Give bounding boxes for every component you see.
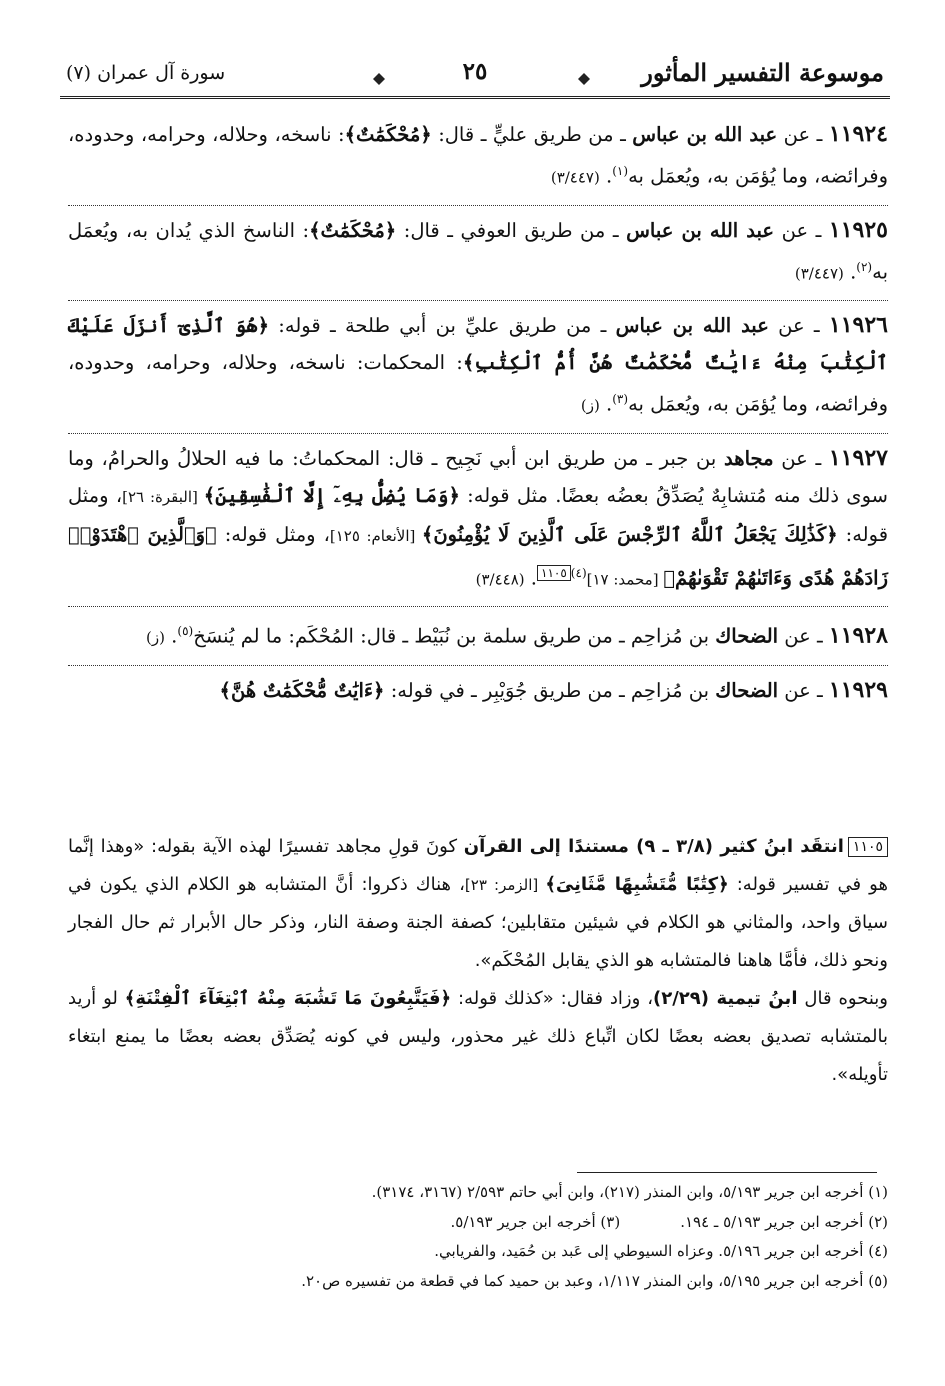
- narration-chain: بن مُزاحِم ـ من طريق جُوَيْبِر ـ في قوله:: [384, 678, 716, 702]
- surah-reference: [الزمر: ٢٣]: [464, 876, 546, 894]
- narration-text: : ناسخه، وحلاله، وحرامه، وحدوده، وفرائضه، وما يُؤمَن به، ويُعمَل به: [68, 123, 888, 188]
- narration-number: ١١٩٢٤: [828, 121, 888, 147]
- header-rule: [60, 96, 890, 99]
- narrator-name: مجاهد: [724, 446, 774, 470]
- book-title: موسوعة التفسير المأثور: [641, 58, 884, 87]
- surah-reference: [الأنعام: ١٢٥]: [329, 526, 422, 545]
- narration-number: ١١٩٢٦: [828, 312, 888, 338]
- quran-quote: ﴿مُحْكَمَٰتٌ﴾: [344, 123, 432, 146]
- quran-quote: ﴿وَمَا يُضِلُّ بِهِۦٓ إِلَّا ٱلْفَٰسِقِينَ﴾: [203, 483, 460, 507]
- quran-quote: ﴿فَيَتَّبِعُونَ مَا تَشَٰبَهَ مِنْهُ ٱبْتِغَآءَ ٱلْفِتْنَةِ﴾: [124, 988, 452, 1009]
- narration-number: ١١٩٢٨: [828, 622, 888, 649]
- volume-reference: (٣/٤٤٧): [794, 264, 844, 282]
- volume-reference: (ز): [580, 396, 600, 415]
- narration-entry: [68, 434, 888, 608]
- commentary-heading: انتقَد ابنُ كثير (٣/٨ ـ ٩) مستندًا إلى القرآن: [463, 836, 844, 857]
- quran-quote: ﴿وَٱلَّذِينَ ٱهْتَدَوْا۟ زَادَهُمْ هُدًى وَءَاتَىٰهُمْ تَقْوَىٰهُمْ﴾: [68, 522, 888, 589]
- ornament-icon: [578, 73, 590, 85]
- footnote-marker[interactable]: (٥): [177, 624, 194, 638]
- narrator-name: عبد الله بن عباس: [632, 123, 778, 146]
- commentary-text: كونَ قولِ مجاهد تفسيرًا لهذه الآية بقوله: «وهذا إنَّما هو في تفسير قوله:: [68, 836, 888, 895]
- narration-text: ـ عن: [778, 678, 829, 702]
- narration-chain: بن مُزاحِم ـ من طريق سلمة بن نُبَيْط ـ قال:: [353, 624, 716, 648]
- commentary-text: لو أريد بالمتشابه تصديق بعضه بعضًا لكان اتِّباع ذلك غير محذور، وليس في كونه يُصَدِّق بعضه بعضًا ما يمنع ابتغاء تأويله».: [68, 988, 888, 1085]
- narrator-name: الضحاك: [715, 624, 779, 648]
- narration-number: ١١٩٢٧: [828, 444, 888, 471]
- narration-chain: ـ من طريق عليٍّ ـ قال:: [431, 123, 633, 146]
- surah-reference: [البقرة: ٢٦]: [122, 487, 204, 506]
- punctuation: .: [524, 566, 538, 589]
- commentary-block: [68, 828, 888, 1094]
- narration-number: ١١٩٢٩: [828, 676, 888, 703]
- narrator-name: عبد الله بن عباس: [626, 218, 775, 242]
- punctuation: .: [843, 260, 857, 283]
- quran-quote: ﴿مُحْكَمَٰتٌ﴾: [309, 218, 397, 242]
- commentary-link-box[interactable]: ١١٠٥: [537, 565, 571, 581]
- surah-name: سورة آل عمران (٧): [66, 62, 226, 84]
- narration-entry: [68, 666, 888, 717]
- narration-chain: ـ من طريق العوفي ـ قال:: [396, 218, 627, 242]
- narrations: [68, 110, 888, 717]
- ornament-icon: [373, 73, 385, 85]
- quran-quote: ﴿كَذَٰلِكَ يَجْعَلُ ٱللَّهُ ٱلرِّجْسَ عَلَى ٱلَّذِينَ لَا يُؤْمِنُونَ﴾: [421, 522, 838, 546]
- surah-reference: [محمد: ١٧]: [586, 570, 664, 588]
- commentary-paragraph: [68, 980, 888, 1094]
- footnote: (٣) أخرجه ابن جرير ٥/١٩٣.: [450, 1212, 621, 1231]
- narration-text: ـ عن: [777, 123, 829, 146]
- punctuation: .: [599, 164, 613, 188]
- narration-number: ١١٩٢٥: [828, 216, 888, 243]
- narration-text: ، ومثل قوله:: [216, 522, 330, 546]
- narration-text: ـ عن: [778, 624, 829, 648]
- footnote: (٢) أخرجه ابن جرير ٥/١٩٣ ـ ١٩٤.: [680, 1212, 888, 1231]
- page-header: [60, 52, 890, 100]
- narration-text: ـ عن: [773, 446, 829, 470]
- footnote: (٥) أخرجه ابن جرير ٥/١٩٥، وابن المنذر ١/١١٧، وعبد بن حميد كما في قطعة من تفسيره ص٢٠.: [301, 1271, 888, 1290]
- narration-chain: بن جبر ـ من طريق ابن أبي نَجِيح ـ قال:: [380, 446, 725, 470]
- volume-reference: (٣/٤٤٨): [475, 570, 525, 588]
- footnote-marker[interactable]: (٤): [570, 565, 587, 580]
- narrator-name: الضحاك: [715, 678, 779, 702]
- punctuation: .: [164, 624, 178, 648]
- narration-entry: [68, 206, 888, 302]
- quran-quote: ﴿هُوَ ٱلَّذِىٓ أَنزَلَ عَلَيْكَ ٱلْكِتَٰبَ مِنْهُ ءَايَٰتٌ مُّحْكَمَٰتٌ هُنَّ أُمُّ ٱلْكِتَٰبِ﴾: [68, 314, 888, 374]
- footnote-marker[interactable]: (١): [612, 164, 629, 178]
- narration-text: : الناسخ الذي يُدان به، ويُعمَل به: [68, 218, 888, 283]
- commentary-text: ، هناك ذكروا: أنَّ المتشابه هو الكلام الذي يكون في سياق واحد، والمثاني هو الكلام في شيئين متقابلين؛ كصفة الجنة وصفة النار، وذكر حال الأبرار ثم حال الفجار ونحو ذلك، فأمَّا هاهنا فالمتشابه هو الذي يقابل المُحْكَم».: [68, 874, 888, 971]
- narration-chain: ـ من طريق عليِّ بن أبي طلحة ـ قوله:: [269, 314, 616, 337]
- narration-entry: [68, 607, 888, 666]
- narration-text: المحكماتُ: ما فيه الحلالُ والحرامُ، وما سوى ذلك منه مُتشابِهٌ يُصَدِّقُ بعضُه بعضًا. مثل قوله:: [68, 446, 888, 507]
- narration-text: ، ومثل قوله:: [68, 483, 889, 546]
- narration-entry: [68, 301, 888, 434]
- punctuation: .: [599, 392, 613, 416]
- footnote: (١) أخرجه ابن جرير ٥/١٩٣، وابن المنذر (٢١٧)، وابن أبي حاتم ٢/٥٩٣ (٣١٦٧، ٣١٧٤).: [371, 1183, 888, 1201]
- commentary-text: وبنحوه قال: [797, 988, 888, 1009]
- footnote: (٤) أخرجه ابن جرير ٥/١٩٦. وعزاه السيوطي إلى عَبد بن حُمَيد، والفريابي.: [434, 1242, 888, 1260]
- footnotes: [68, 1178, 888, 1296]
- narration-text: المُحْكَم: ما لم يُنسَخ: [193, 624, 354, 648]
- footnote-divider: [577, 1172, 877, 1173]
- narration-entry: [68, 110, 888, 206]
- commentary-paragraph: [68, 828, 888, 980]
- scholar-name: ابنُ تيمية (٢/٢٩): [653, 988, 798, 1009]
- page-number: ٢٥: [451, 58, 500, 85]
- commentary-number-box: ١١٠٥: [848, 837, 888, 857]
- narration-text: ـ عن: [768, 314, 829, 337]
- footnote-marker[interactable]: (٣): [612, 392, 629, 406]
- narrator-name: عبد الله بن عباس: [615, 314, 769, 337]
- narration-text: ـ عن: [774, 218, 829, 242]
- footnote-marker[interactable]: (٢): [856, 259, 873, 274]
- quran-quote: ﴿ءَايَٰتٌ مُّحْكَمَٰتٌ هُنَّ﴾: [219, 678, 385, 702]
- commentary-text: ، وزاد فقال: «كذلك قوله:: [451, 988, 653, 1009]
- narration-text: : المحكمات: ناسخه، وحلاله، وحرامه، وحدوده، وفرائضه، وما يُؤمَن به، ويُعمَل به: [68, 351, 888, 416]
- volume-reference: (ز): [146, 628, 165, 647]
- quran-quote: ﴿كِتَٰبًا مُّتَشَٰبِهًا مَّثَانِىَ﴾: [545, 874, 729, 895]
- volume-reference: (٣/٤٤٧): [550, 168, 600, 187]
- footnote-row: [68, 1208, 888, 1238]
